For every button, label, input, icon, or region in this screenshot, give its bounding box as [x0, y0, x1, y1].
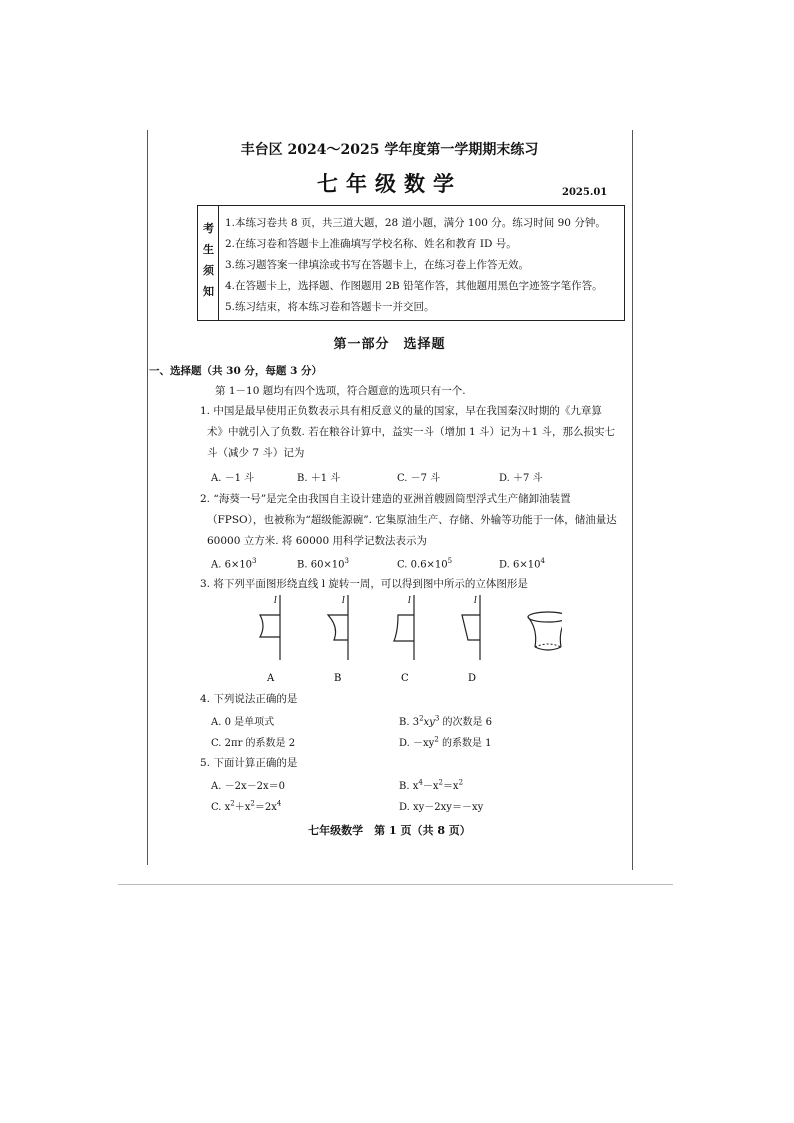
q1-option-b: B. ＋1 斗 [297, 473, 341, 484]
q4-stem: 4. 下列说法正确的是 [200, 693, 298, 705]
section-heading: 一、选择题（共 30 分，每题 3 分） [149, 365, 323, 377]
q4-option-b: B. $3^2xy^3$ 的次数是 6 [399, 714, 493, 728]
q2-option-d: D. $6\times 10^4$ [499, 557, 545, 571]
notice-head-char: 知 [203, 285, 214, 298]
cup-solid [528, 612, 562, 650]
instruction-item: 2.在练习卷和答题卡上准确填写学校名称、姓名和教育 ID 号。 [225, 238, 517, 250]
q1-line: 1. 中国是最早使用正负数表示具有相反意义的量的国家，早在我国秦汉时期的《九章算 [200, 405, 602, 417]
figure-c [394, 595, 414, 660]
axis-label-l: l [408, 596, 411, 606]
figure-label-d: D [468, 673, 477, 684]
right-margin-line [632, 130, 633, 870]
q2-line: 2. “海葵一号”是完全由我国自主设计建造的亚洲首艘圆筒型浮式生产储卸油装置 [200, 493, 571, 505]
q1-line: 斗（减少 7 斗）记为 [207, 447, 305, 459]
figure-b [328, 595, 348, 660]
axis-label-l: l [474, 596, 477, 606]
q5-option-d: D. xy－2xy＝－xy [399, 802, 484, 813]
q2-option-c: C. $0.6\times 10^5$ [397, 557, 453, 571]
notice-head-char: 生 [203, 243, 214, 256]
instruction-item: 4.在答题卡上，选择题、作图题用 2B 铅笔作答，其他题用黑色字迹签字笔作答。 [225, 280, 603, 292]
page-footer: 七年级数学 第 1 页（共 8 页） [308, 824, 471, 837]
q4-option-a: A. 0 是单项式 [211, 717, 275, 728]
q2-line: 60000 立方米. 将 60000 用科学记数法表示为 [207, 535, 427, 547]
figure-label-b: B [334, 673, 342, 684]
q1-option-d: D. ＋7 斗 [499, 473, 543, 484]
notice-head-char: 考 [203, 222, 214, 235]
q5-option-a: A. －2x－2x＝0 [211, 781, 285, 792]
exam-title: 丰台区 2024～2025 学年度第一学期期末练习 [240, 142, 539, 158]
axis-label-l: l [342, 596, 345, 606]
section-instruction: 第 1－10 题均有四个选项，符合题意的选项只有一个. [215, 385, 466, 397]
figure-label-a: A [267, 673, 275, 684]
q1-option-a: A. －1 斗 [211, 473, 255, 484]
q2-line: （FPSO），也被称为“超级能源碗”. 它集原油生产、存储、外输等功能于一体，储油量达 [207, 514, 617, 526]
figure-d [462, 595, 480, 660]
q1-line: 术》中就引入了负数. 若在粮谷计算中，益实一斗（增加 1 斗）记为＋1 斗，那么损实七 [207, 426, 616, 438]
section-title: 第一部分 选择题 [333, 337, 446, 352]
q2-option-a: A. $6\times 10^3$ [211, 557, 257, 571]
bottom-divider [118, 884, 673, 885]
q5-option-c: C. $x^2+x^2=2x^4$ [211, 799, 282, 813]
exam-subject: 七年级数学 [317, 171, 462, 196]
q5-stem: 5. 下面计算正确的是 [200, 757, 298, 769]
axis-label-l: l [274, 596, 277, 606]
exam-date: 2025.01 [562, 187, 608, 198]
q2-option-b: B. $60\times 10^3$ [297, 557, 350, 571]
q1-option-c: C. －7 斗 [397, 473, 441, 484]
instructions-head [198, 206, 219, 320]
instructions-box [197, 205, 625, 321]
q4-option-d: D. $-xy^2$ 的系数是 1 [399, 735, 492, 749]
q3-figures [242, 595, 562, 685]
q3-stem: 3. 将下列平面图形绕直线 l 旋转一周，可以得到图中所示的立体图形是 [200, 578, 528, 590]
figure-label-c: C [401, 673, 409, 684]
figure-a [260, 595, 280, 660]
instruction-item: 1.本练习卷共 8 页，共三道大题，28 道小题，满分 100 分。练习时间 90 分钟。 [225, 217, 606, 229]
exam-page [147, 130, 632, 850]
q5-option-b: B. $x^4-x^2=x^2$ [399, 778, 464, 792]
notice-head-char: 须 [203, 264, 214, 277]
q4-option-c: C. 2πr 的系数是 2 [211, 738, 296, 749]
instruction-item: 5.练习结束，将本练习卷和答题卡一并交回。 [225, 301, 435, 313]
instruction-item: 3.练习题答案一律填涂或书写在答题卡上，在练习卷上作答无效。 [225, 259, 530, 271]
